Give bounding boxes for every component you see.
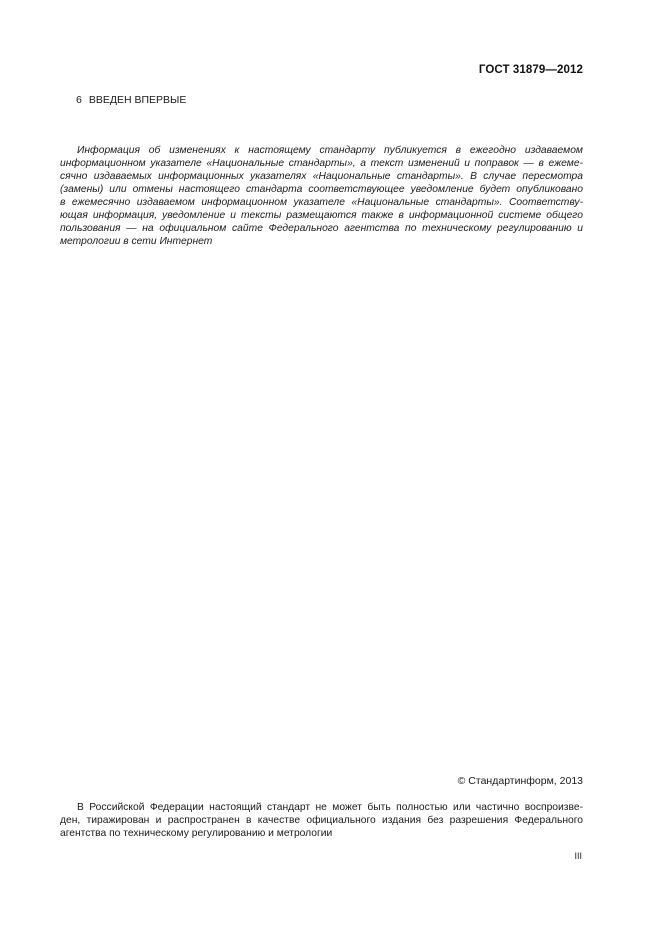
legal-line: В Российской Федерации настоящий стандарт не может быть полностью или частично воспроизве- — [77, 802, 583, 813]
notice-line: пользования — на официальном сайте Федерального агентства по техническому регулированию и — [60, 223, 583, 234]
page-number: III — [574, 851, 582, 861]
standard-code-header: ГОСТ 31879—2012 — [478, 64, 583, 76]
notice-line: сячно издаваемых информационных указателях «Национальные стандарты». В случае пересмотра — [60, 171, 583, 182]
changes-information-notice — [60, 144, 583, 248]
legal-line: агентства по техническому регулированию и метрологии — [60, 828, 333, 839]
notice-line: (замены) или отмены настоящего стандарта соответствующее уведомление будет опубликовано — [60, 184, 583, 195]
section-number: 6 — [76, 94, 82, 106]
notice-line: ющая информация, уведомление и тексты размещаются также в информационной системе общего — [60, 210, 583, 221]
notice-line: Информация об изменениях к настоящему стандарту публикуется в ежегодно издаваемом — [77, 145, 583, 156]
section-introduced-first — [76, 94, 186, 106]
section-text: ВВЕДЕН ВПЕРВЫЕ — [88, 94, 187, 106]
legal-line: ден, тиражирован и распространен в качестве официального издания без разрешения Федерального — [60, 815, 583, 826]
copyright-notice: © Стандартинформ, 2013 — [457, 775, 583, 787]
reproduction-restriction-notice — [60, 801, 583, 840]
notice-line: информационном указателе «Национальные стандарты», а текст изменений и поправок — в ежеме- — [60, 158, 583, 169]
notice-line: в ежемесячно издаваемом информационном указателе «Национальные стандарты». Соответству- — [60, 197, 583, 208]
notice-line: метрологии в сети Интернет — [60, 236, 213, 247]
